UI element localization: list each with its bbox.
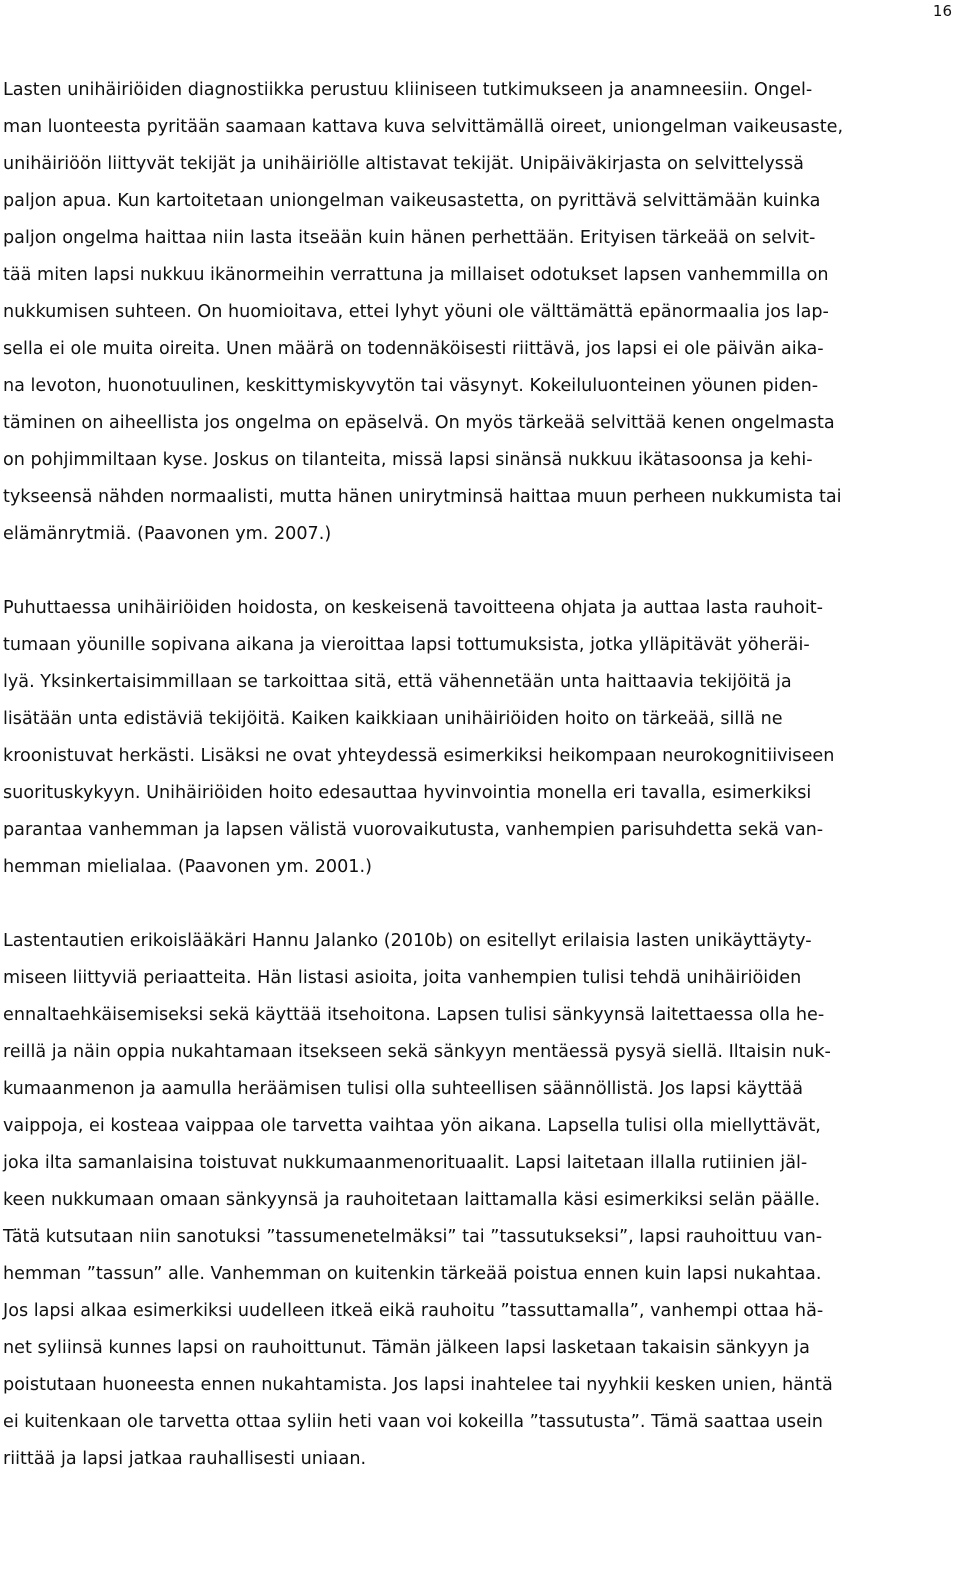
- text-line: net syliinsä kunnes lapsi on rauhoittunut. Tämän jälkeen lapsi lasketaan takaisin sänkyyn ja: [3, 1338, 810, 1358]
- text-line: ennaltaehkäisemiseksi sekä käyttää itsehoitona. Lapsen tulisi sänkyynsä laitettaessa olla he-: [3, 1005, 825, 1025]
- text-line: reillä ja näin oppia nukahtamaan itsekseen sekä sänkyyn mentäessä pysyä siellä. Iltaisin nuk-: [3, 1042, 831, 1062]
- text-line: na levoton, huonotuulinen, keskittymiskyvytön tai väsynyt. Kokeiluluonteinen yöunen piden-: [3, 376, 819, 396]
- text-line: lyä. Yksinkertaisimmillaan se tarkoittaa sitä, että vähennetään unta haittaavia tekijöitä ja: [3, 672, 792, 692]
- text-line: sella ei ole muita oireita. Unen määrä on todennäköisesti riittävä, jos lapsi ei ole päivän aika-: [3, 339, 824, 359]
- text-line: lisätään unta edistäviä tekijöitä. Kaiken kaikkiaan unihäiriöiden hoito on tärkeää, sillä ne: [3, 709, 783, 729]
- page-number: 16: [932, 2, 952, 20]
- text-line: tykseensä nähden normaalisti, mutta hänen unirytminsä haittaa muun perheen nukkumista tai: [3, 487, 842, 507]
- text-line: vaippoja, ei kosteaa vaippaa ole tarvetta vaihtaa yön aikana. Lapsella tulisi olla miellyttävät,: [3, 1116, 821, 1136]
- text-line: ei kuitenkaan ole tarvetta ottaa syliin heti vaan voi kokeilla ”tassutusta”. Tämä saattaa usein: [3, 1412, 823, 1432]
- text-line: kroonistuvat herkästi. Lisäksi ne ovat yhteydessä esimerkiksi heikompaan neurokognitiiviseen: [3, 746, 835, 766]
- text-line: hemman ”tassun” alle. Vanhemman on kuitenkin tärkeää poistua ennen kuin lapsi nukahtaa.: [3, 1264, 822, 1284]
- text-line: miseen liittyviä periaatteita. Hän listasi asioita, joita vanhempien tulisi tehdä unihäiriöiden: [3, 968, 802, 988]
- text-line: joka ilta samanlaisina toistuvat nukkumaanmenorituaalit. Lapsi laitetaan illalla rutiinien jäl-: [3, 1153, 808, 1173]
- text-line: nukkumisen suhteen. On huomioitava, ettei lyhyt yöuni ole välttämättä epänormaalia jos lap-: [3, 302, 829, 322]
- text-line: unihäiriöön liittyvät tekijät ja unihäiriölle altistavat tekijät. Unipäiväkirjasta on selvittelyssä: [3, 154, 804, 174]
- text-line: parantaa vanhemman ja lapsen välistä vuorovaikutusta, vanhempien parisuhdetta sekä van-: [3, 820, 824, 840]
- text-line: tää miten lapsi nukkuu ikänormeihin verrattuna ja millaiset odotukset lapsen vanhemmilla on: [3, 265, 829, 285]
- text-line: suorituskykyyn. Unihäiriöiden hoito edesauttaa hyvinvointia monella eri tavalla, esimerkiksi: [3, 783, 812, 803]
- text-line: Lastentautien erikoislääkäri Hannu Jalanko (2010b) on esitellyt erilaisia lasten unikäyttäyty-: [3, 931, 812, 951]
- text-line: man luonteesta pyritään saamaan kattava kuva selvittämällä oireet, uniongelman vaikeusaste,: [3, 117, 844, 137]
- text-line: riittää ja lapsi jatkaa rauhallisesti uniaan.: [3, 1449, 367, 1469]
- text-line: hemman mielialaa. (Paavonen ym. 2001.): [3, 857, 372, 877]
- text-line: paljon apua. Kun kartoitetaan uniongelman vaikeusastetta, on pyrittävä selvittämään kuinka: [3, 191, 821, 211]
- text-line: Puhuttaessa unihäiriöiden hoidosta, on keskeisenä tavoitteena ohjata ja auttaa lasta rauhoit-: [3, 598, 824, 618]
- text-line: tumaan yöunille sopivana aikana ja vieroittaa lapsi tottumuksista, jotka ylläpitävät yöheräi-: [3, 635, 810, 655]
- text-line: Jos lapsi alkaa esimerkiksi uudelleen itkeä eikä rauhoitu ”tassuttamalla”, vanhempi ottaa hä-: [3, 1301, 824, 1321]
- text-line: elämänrytmiä. (Paavonen ym. 2007.): [3, 524, 332, 544]
- text-line: Tätä kutsutaan niin sanotuksi ”tassumenetelmäksi” tai ”tassutukseksi”, lapsi rauhoittuu van-: [3, 1227, 823, 1247]
- text-line: kumaanmenon ja aamulla heräämisen tulisi olla suhteellisen säännöllistä. Jos lapsi käyttää: [3, 1079, 803, 1099]
- text-line: poistutaan huoneesta ennen nukahtamista. Jos lapsi inahtelee tai nyyhkii kesken unien, häntä: [3, 1375, 833, 1395]
- text-line: paljon ongelma haittaa niin lasta itseään kuin hänen perhettään. Erityisen tärkeää on selvit-: [3, 228, 816, 248]
- text-line: Lasten unihäiriöiden diagnostiikka perustuu kliiniseen tutkimukseen ja anamneesiin. Ongel-: [3, 80, 813, 100]
- text-line: keen nukkumaan omaan sänkyynsä ja rauhoitetaan laittamalla käsi esimerkiksi selän päälle.: [3, 1190, 821, 1210]
- text-line: täminen on aiheellista jos ongelma on epäselvä. On myös tärkeää selvittää kenen ongelmasta: [3, 413, 835, 433]
- text-line: on pohjimmiltaan kyse. Joskus on tilanteita, missä lapsi sinänsä nukkuu ikätasoonsa ja kehi-: [3, 450, 813, 470]
